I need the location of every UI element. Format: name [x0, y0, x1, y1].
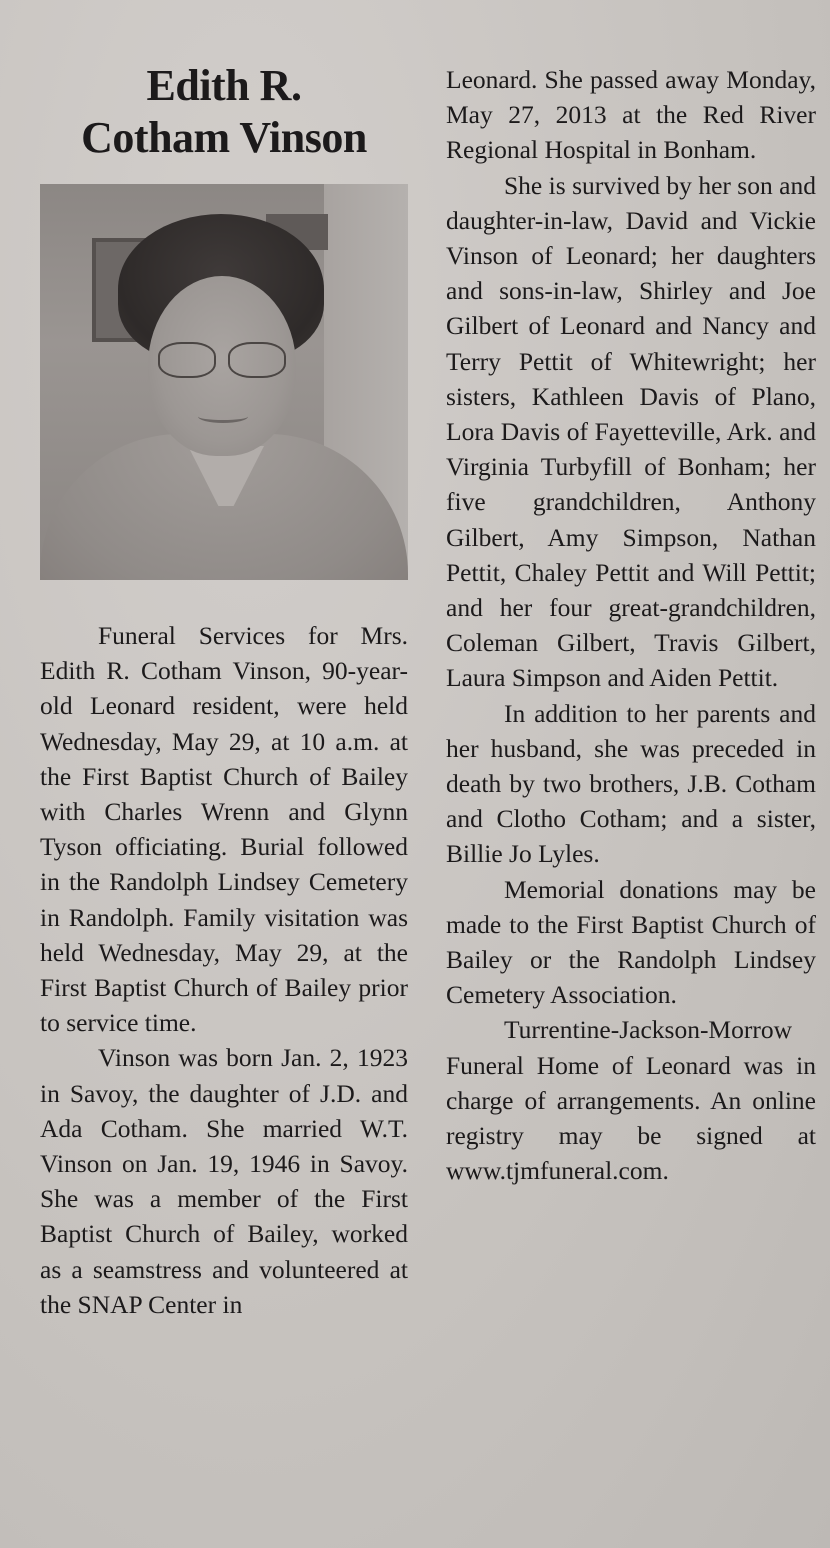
portrait-photo	[40, 184, 408, 580]
glasses-icon	[158, 342, 286, 376]
paragraph-biography-part-2: Leonard. She passed away Monday, May 27, 2013 at the Red River Regional Hospital in Bonham.	[446, 65, 816, 165]
paragraph-funeral-services: Funeral Services for Mrs. Edith R. Cotham Vinson, 90-year-old Leonard resident, were held Wednesday, May 29, at 10 a.m. at the First Baptist Church of Bailey with Charles Wrenn and Glynn Tyson officiating. Burial followed in the Randolph Lindsey Cemetery in Randolph. Family visitation was held Wednesday, May 29, at the First Baptist Church of Bailey prior to service time.	[40, 621, 408, 1038]
right-column	[446, 62, 816, 1189]
left-column	[40, 60, 408, 1322]
headline-line-1: Edith R.	[146, 61, 302, 110]
paragraph-memorial-donations: Memorial donations may be made to the First Baptist Church of Bailey or the Randolph Lindsey Cemetery Association.	[446, 874, 816, 1010]
paragraph-funeral-home: Turrentine-Jackson-Morrow Funeral Home of Leonard was in charge of arrangements. An online registry may be signed at www.tjmfuneral.com.	[446, 1015, 816, 1186]
obituary-headline	[40, 60, 408, 164]
paragraph-preceded-in-death: In addition to her parents and her husband, she was preceded in death by two brothers, J.B. Cotham and Clotho Cotham; and a sister, Billie Jo Lyles.	[446, 698, 816, 869]
headline-line-2: Cotham Vinson	[81, 113, 367, 162]
paragraph-biography-part-1: Vinson was born Jan. 2, 1923 in Savoy, the daughter of J.D. and Ada Cotham. She married W.T. Vinson on Jan. 19, 1946 in Savoy. She was a member of the First Baptist Church of Bailey, worked as a seamstress and volunteered at the SNAP Center in	[40, 1043, 408, 1319]
paragraph-survivors: She is survived by her son and daughter-in-law, David and Vickie Vinson of Leonard; her daughters and sons-in-law, Shirley and Joe Gilbert of Leonard and Nancy and Terry Pettit of Whitewright; her sisters, Kathleen Davis of Plano, Lora Davis of Fayetteville, Ark. and Virginia Turbyfill of Bonham; her five grandchildren, Anthony Gilbert, Amy Simpson, Nathan Pettit, Chaley Pettit and Will Pettit; and her four great-grandchildren, Coleman Gilbert, Travis Gilbert, Laura Simpson and Aiden Pettit.	[446, 170, 816, 693]
